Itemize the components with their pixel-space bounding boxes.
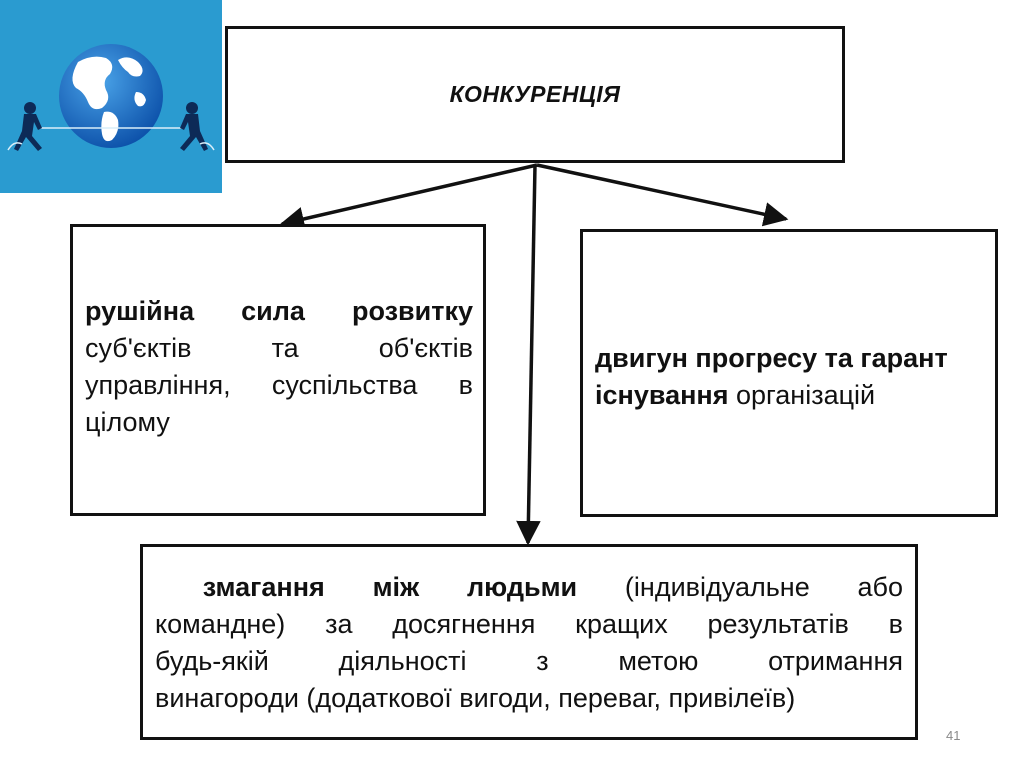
bottom-box-line-3: будь-якій діяльності з метою отримання (155, 646, 903, 676)
left-box-line-4: цілому (85, 407, 170, 437)
bottom-box-line-2: командне) за досягнення кращих результатів в (155, 609, 903, 639)
left-box-line-3: управління, суспільства в (85, 370, 473, 400)
bottom-box (140, 544, 918, 740)
bottom-box-bold: змагання між людьми (202, 572, 578, 602)
right-box-line-1: двигун прогресу та гарант (595, 343, 948, 373)
right-box-line-2: існування організацій (595, 380, 876, 410)
arrow-to-right-box (537, 165, 786, 219)
title-box (225, 26, 845, 163)
left-box-bold: рушійна сила розвитку (85, 296, 473, 326)
right-box (580, 229, 998, 517)
left-box-line-2: суб'єктів та об'єктів (85, 333, 473, 363)
bottom-box-line-4: винагороди (додаткової вигоди, переваг, привілеїв) (155, 683, 796, 713)
page-number: 41 (946, 728, 961, 743)
bottom-box-line-1: змагання між людьми (індивідуальне або (202, 572, 903, 602)
left-box (70, 224, 486, 516)
arrow-to-bottom-box (528, 165, 535, 543)
left-box-line-1 (85, 293, 473, 330)
diagram-title: КОНКУРЕНЦІЯ (449, 81, 621, 107)
arrow-to-left-box (282, 165, 537, 224)
